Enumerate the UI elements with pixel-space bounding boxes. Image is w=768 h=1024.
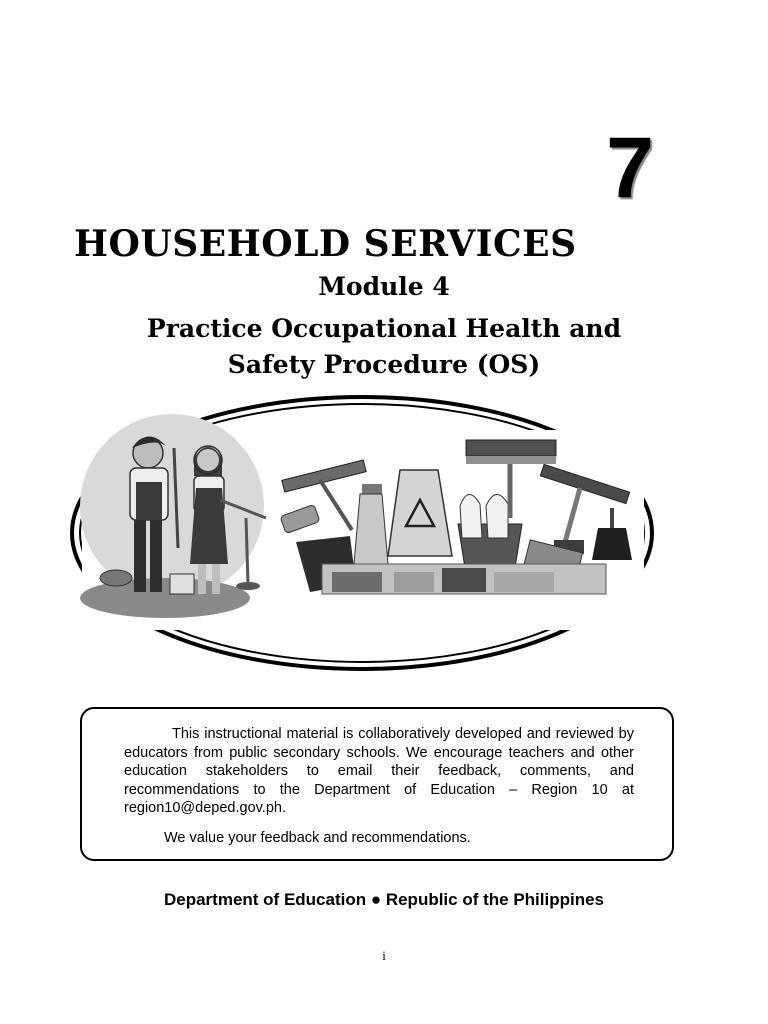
- page-title: HOUSEHOLD SERVICES: [74, 223, 577, 265]
- grade-number: 7: [606, 120, 654, 216]
- cleaning-illustration: [70, 388, 670, 678]
- notice-paragraph: This instructional material is collaboratively developed and reviewed by educators from public secondary schools. We encourage teachers and other education stakeholders to email their feedback, comments, and recommendations to the Department of Education – Region 10 at region10@deped.gov.ph.: [124, 726, 634, 816]
- feedback-notice-box: [80, 707, 674, 861]
- subtitle-line-1: Practice Occupational Health and: [146, 314, 622, 343]
- notice-feedback-line: We value your feedback and recommendations.: [164, 829, 471, 846]
- subtitle-line-2: Safety Procedure (OS): [227, 350, 541, 379]
- page-number: i: [382, 948, 386, 963]
- module-subtitle: [60, 311, 708, 383]
- department-footer: Department of Education ● Republic of the Philippines: [163, 890, 605, 909]
- module-label: Module 4: [318, 272, 450, 301]
